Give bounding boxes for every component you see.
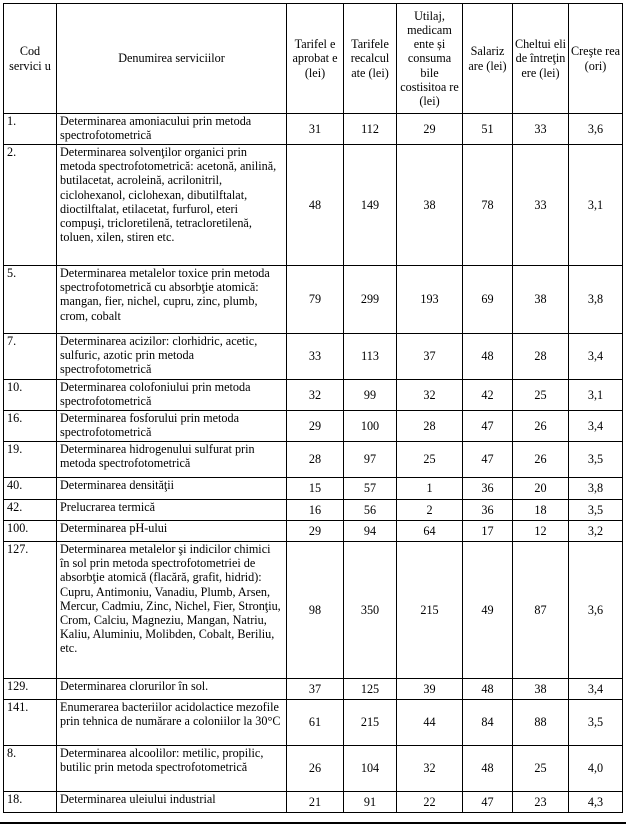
cell-cheltuieli: 25 [513, 380, 569, 411]
cell-code: 42. [4, 500, 57, 521]
cell-code: 2. [4, 145, 57, 266]
cell-name: Determinarea acizilor: clorhidric, acetic, sulfuric, azotic prin metoda spectrofotometrică [57, 334, 287, 380]
cell-utilaj: 39 [397, 679, 463, 700]
cell-salarizare: 42 [463, 380, 513, 411]
header-tarif-aprobat: Tarifel e aprobat e (lei) [287, 4, 344, 114]
cell-code: 129. [4, 679, 57, 700]
cell-utilaj: 193 [397, 266, 463, 334]
cell-crestere: 3,1 [569, 380, 623, 411]
cell-salarizare: 47 [463, 792, 513, 813]
cell-tarif-aprobat: 33 [287, 334, 344, 380]
cell-crestere: 3,5 [569, 700, 623, 746]
cell-tarif-recalculat: 113 [344, 334, 397, 380]
cell-utilaj: 1 [397, 478, 463, 500]
cell-salarizare: 48 [463, 334, 513, 380]
cell-cheltuieli: 88 [513, 700, 569, 746]
cell-utilaj: 64 [397, 521, 463, 542]
header-tarif-recalculat: Tarifele recalcul ate (lei) [344, 4, 397, 114]
cell-utilaj: 215 [397, 542, 463, 679]
header-utilaj: Utilaj, medicam ente și consuma bile costisitoa re (lei) [397, 4, 463, 114]
cell-utilaj: 28 [397, 411, 463, 442]
cell-salarizare: 17 [463, 521, 513, 542]
cell-cheltuieli: 38 [513, 679, 569, 700]
cell-cheltuieli: 18 [513, 500, 569, 521]
cell-utilaj: 32 [397, 746, 463, 792]
cell-tarif-aprobat: 16 [287, 500, 344, 521]
header-denumirea: Denumirea serviciilor [57, 4, 287, 114]
cell-salarizare: 36 [463, 500, 513, 521]
table-row [4, 334, 623, 380]
cell-utilaj: 2 [397, 500, 463, 521]
cell-name: Determinarea uleiului industrial [57, 792, 287, 813]
cell-crestere: 3,1 [569, 145, 623, 266]
cell-tarif-aprobat: 61 [287, 700, 344, 746]
cell-code: 1. [4, 114, 57, 145]
table-row [4, 500, 623, 521]
cell-code: 7. [4, 334, 57, 380]
table-row [4, 746, 623, 792]
tariff-table [3, 3, 623, 813]
header-cod-serviciu: Cod servici u [4, 4, 57, 114]
cell-crestere: 3,4 [569, 679, 623, 700]
cell-tarif-aprobat: 26 [287, 746, 344, 792]
cell-name: Determinarea densităţii [57, 478, 287, 500]
cell-crestere: 3,5 [569, 442, 623, 478]
cell-crestere: 4,3 [569, 792, 623, 813]
cell-crestere: 3,6 [569, 114, 623, 145]
cell-cheltuieli: 23 [513, 792, 569, 813]
header-row [4, 4, 623, 114]
cell-name: Determinarea fosforului prin metoda spectrofotometrică [57, 411, 287, 442]
cell-tarif-recalculat: 104 [344, 746, 397, 792]
cell-code: 5. [4, 266, 57, 334]
cell-cheltuieli: 33 [513, 145, 569, 266]
cell-code: 18. [4, 792, 57, 813]
cell-name: Determinarea clorurilor în sol. [57, 679, 287, 700]
cell-tarif-recalculat: 57 [344, 478, 397, 500]
cell-tarif-aprobat: 15 [287, 478, 344, 500]
cell-salarizare: 48 [463, 679, 513, 700]
bottom-rule [0, 822, 626, 824]
table-row [4, 145, 623, 266]
cell-code: 19. [4, 442, 57, 478]
cell-tarif-aprobat: 29 [287, 411, 344, 442]
cell-tarif-aprobat: 31 [287, 114, 344, 145]
cell-code: 40. [4, 478, 57, 500]
cell-cheltuieli: 12 [513, 521, 569, 542]
cell-name: Enumerarea bacteriilor acidolactice mezofile prin tehnica de numărare a coloniilor la 30°C [57, 700, 287, 746]
cell-tarif-aprobat: 28 [287, 442, 344, 478]
cell-name: Determinarea solvenţilor organici prin metoda spectrofotometrică: acetonă, anilină, butilacetat, acroleină, acrilonitril, ciclohexanol, ciclohexan, dibutilftalat, dioctilftalat, etilacetat, furfurol, eteri compuşi, tricloretilenă, tetracloretilenă, toluen, xilen, stiren etc. [57, 145, 287, 266]
cell-utilaj: 22 [397, 792, 463, 813]
cell-tarif-recalculat: 100 [344, 411, 397, 442]
cell-crestere: 3,8 [569, 478, 623, 500]
cell-utilaj: 44 [397, 700, 463, 746]
cell-utilaj: 29 [397, 114, 463, 145]
cell-cheltuieli: 25 [513, 746, 569, 792]
cell-cheltuieli: 26 [513, 411, 569, 442]
cell-tarif-aprobat: 79 [287, 266, 344, 334]
cell-cheltuieli: 33 [513, 114, 569, 145]
cell-crestere: 3,2 [569, 521, 623, 542]
table-row [4, 411, 623, 442]
cell-crestere: 4,0 [569, 746, 623, 792]
cell-name: Determinarea metalelor şi indicilor chimici în sol prin metoda spectrofotometriei de absorbţie atomică (flacără, grafit, hidrid): Cupru, Antimoniu, Vanadiu, Plumb, Arsen, Mercur, Cadmiu, Zinc, Nichel, Fier, Stronţiu, Crom, Calciu, Magneziu, Mangan, Natriu, Kaliu, Aluminiu, Molibden, Cobalt, Beriliu, etc. [57, 542, 287, 679]
cell-crestere: 3,4 [569, 334, 623, 380]
cell-cheltuieli: 26 [513, 442, 569, 478]
cell-tarif-recalculat: 350 [344, 542, 397, 679]
cell-cheltuieli: 87 [513, 542, 569, 679]
table-row [4, 700, 623, 746]
cell-crestere: 3,8 [569, 266, 623, 334]
cell-cheltuieli: 28 [513, 334, 569, 380]
cell-tarif-recalculat: 94 [344, 521, 397, 542]
table-row [4, 792, 623, 813]
cell-crestere: 3,4 [569, 411, 623, 442]
cell-code: 10. [4, 380, 57, 411]
cell-salarizare: 78 [463, 145, 513, 266]
cell-tarif-recalculat: 299 [344, 266, 397, 334]
cell-tarif-recalculat: 215 [344, 700, 397, 746]
cell-name: Determinarea colofoniului prin metoda spectrofotometrică [57, 380, 287, 411]
cell-code: 8. [4, 746, 57, 792]
header-crestere: Creşte rea (ori) [569, 4, 623, 114]
cell-salarizare: 84 [463, 700, 513, 746]
cell-crestere: 3,6 [569, 542, 623, 679]
table-body [4, 114, 623, 813]
table-row [4, 679, 623, 700]
cell-salarizare: 51 [463, 114, 513, 145]
cell-tarif-aprobat: 32 [287, 380, 344, 411]
cell-salarizare: 49 [463, 542, 513, 679]
cell-code: 141. [4, 700, 57, 746]
table-row [4, 114, 623, 145]
cell-tarif-recalculat: 91 [344, 792, 397, 813]
table-row [4, 521, 623, 542]
header-cheltuieli: Cheltui eli de întreţin ere (lei) [513, 4, 569, 114]
cell-tarif-recalculat: 125 [344, 679, 397, 700]
cell-salarizare: 47 [463, 442, 513, 478]
cell-utilaj: 32 [397, 380, 463, 411]
cell-name: Determinarea amoniacului prin metoda spectrofotometrică [57, 114, 287, 145]
cell-name: Determinarea metalelor toxice prin metoda spectrofotometrică cu absorbţie atomică: mangan, fier, nichel, cupru, zinc, plumb, crom, cobalt [57, 266, 287, 334]
cell-name: Determinarea pH-ului [57, 521, 287, 542]
cell-tarif-recalculat: 112 [344, 114, 397, 145]
cell-tarif-aprobat: 21 [287, 792, 344, 813]
table-row [4, 442, 623, 478]
table-row [4, 266, 623, 334]
cell-code: 127. [4, 542, 57, 679]
cell-salarizare: 36 [463, 478, 513, 500]
cell-name: Prelucrarea termică [57, 500, 287, 521]
table-row [4, 542, 623, 679]
cell-tarif-aprobat: 29 [287, 521, 344, 542]
cell-cheltuieli: 20 [513, 478, 569, 500]
cell-salarizare: 48 [463, 746, 513, 792]
cell-tarif-aprobat: 98 [287, 542, 344, 679]
cell-name: Determinarea alcoolilor: metilic, propilic, butilic prin metoda spectrofotometrică [57, 746, 287, 792]
table-row [4, 478, 623, 500]
cell-tarif-aprobat: 37 [287, 679, 344, 700]
cell-code: 16. [4, 411, 57, 442]
header-salarizare: Salariz are (lei) [463, 4, 513, 114]
cell-name: Determinarea hidrogenului sulfurat prin metoda spectrofotometrică [57, 442, 287, 478]
cell-crestere: 3,5 [569, 500, 623, 521]
cell-tarif-recalculat: 97 [344, 442, 397, 478]
cell-salarizare: 69 [463, 266, 513, 334]
cell-tarif-aprobat: 48 [287, 145, 344, 266]
cell-utilaj: 38 [397, 145, 463, 266]
cell-utilaj: 25 [397, 442, 463, 478]
cell-utilaj: 37 [397, 334, 463, 380]
cell-tarif-recalculat: 56 [344, 500, 397, 521]
cell-salarizare: 47 [463, 411, 513, 442]
table-row [4, 380, 623, 411]
cell-code: 100. [4, 521, 57, 542]
cell-cheltuieli: 38 [513, 266, 569, 334]
cell-tarif-recalculat: 99 [344, 380, 397, 411]
cell-tarif-recalculat: 149 [344, 145, 397, 266]
